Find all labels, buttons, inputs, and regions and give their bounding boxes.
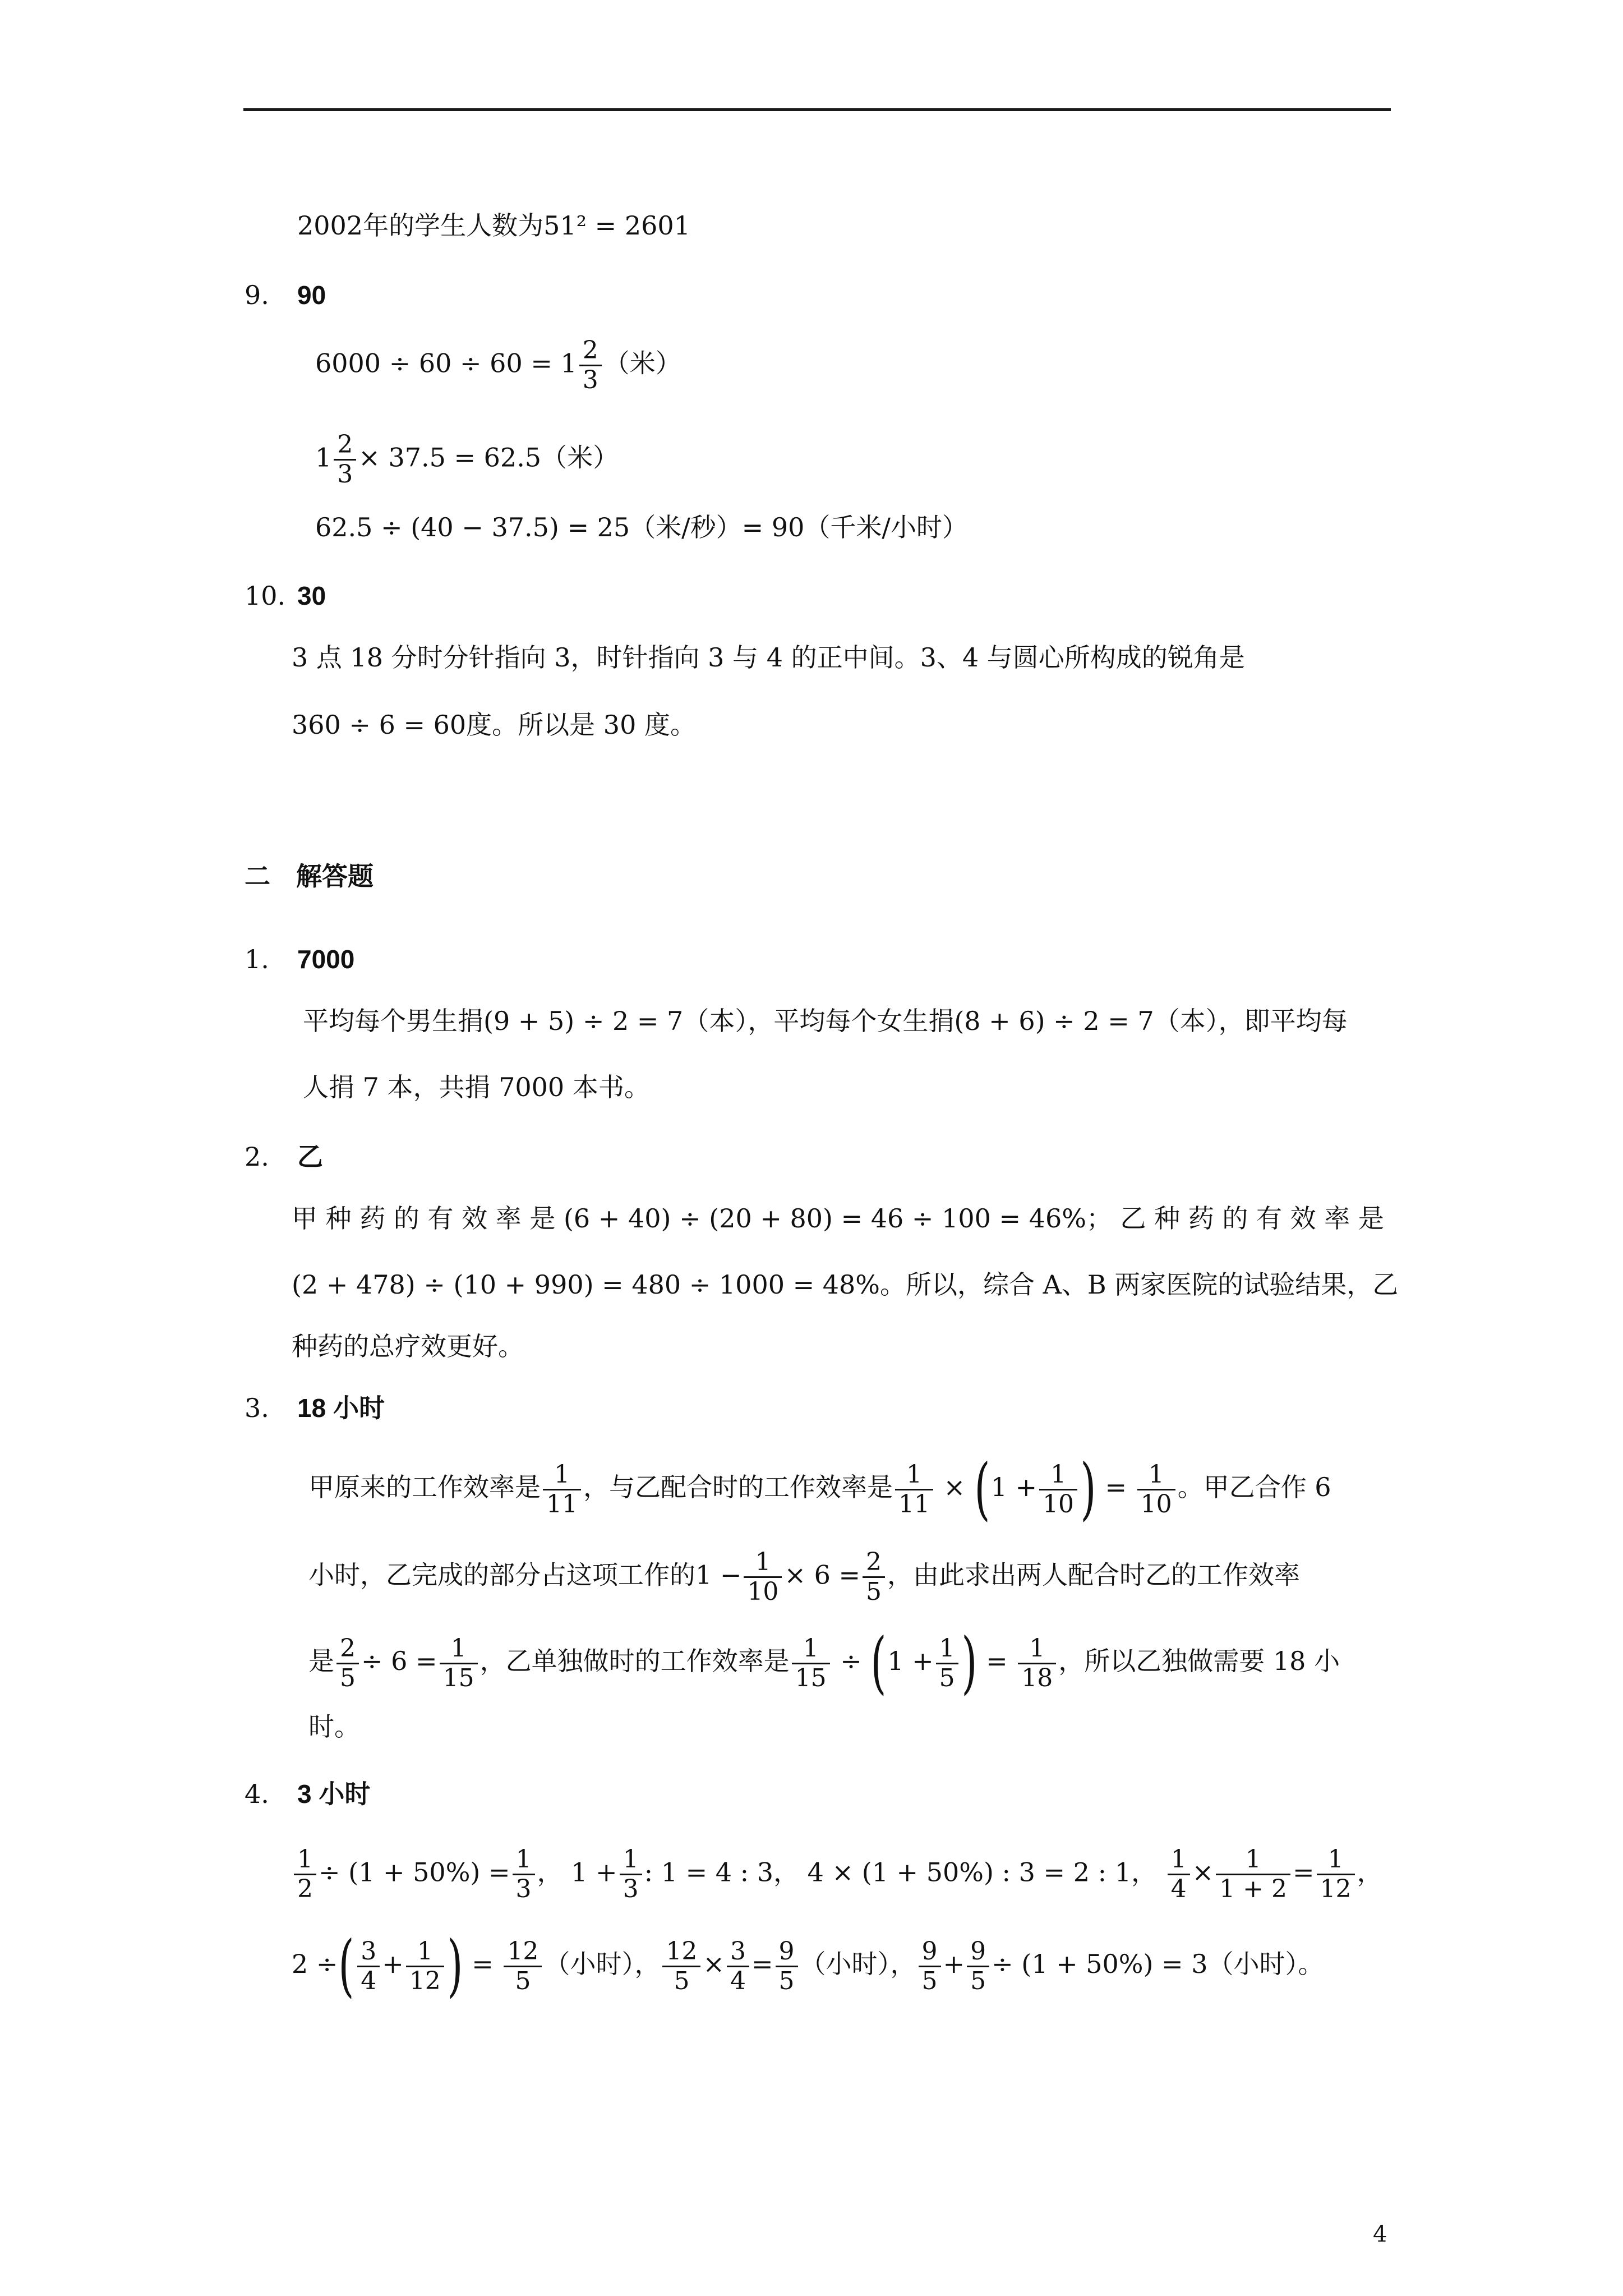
fraction-numerator: 9 — [967, 1938, 989, 1967]
equation-text: 2 ÷ — [292, 1949, 338, 1979]
paragraph-text: ，与乙配合时的工作效率是 — [583, 1472, 893, 1502]
unit-text: （米） — [603, 348, 681, 379]
fraction — [662, 1938, 700, 1995]
fraction — [744, 1548, 782, 1606]
fraction-numerator: 2 — [334, 431, 356, 461]
fraction-numerator: 2 — [863, 1548, 885, 1578]
paragraph-text: 3 点 18 分时分针指向 3，时针指向 3 与 4 的正中间。3、4 与圆心所构成的锐角是 — [292, 642, 1245, 673]
left-paren: ( — [974, 1450, 990, 1528]
fraction-denominator: 10 — [1140, 1489, 1172, 1519]
equation-text: 1 + — [990, 1472, 1038, 1502]
paragraph-text: 360 ÷ 6 = 60度。所以是 30 度。 — [292, 710, 696, 740]
equation-line — [292, 1846, 1383, 1903]
fraction-numerator: 1 — [406, 1938, 444, 1967]
paragraph-text: ，乙单独做时的工作效率是 — [479, 1646, 790, 1676]
fraction — [936, 1635, 958, 1692]
section-title — [245, 859, 374, 893]
fraction-numerator: 1 — [1039, 1461, 1077, 1490]
fraction-denominator: 1 + 2 — [1219, 1875, 1287, 1903]
fraction-denominator: 3 — [582, 366, 598, 394]
fraction — [967, 1938, 989, 1995]
operator: = — [1105, 1472, 1127, 1502]
fraction — [579, 337, 602, 394]
operator: × — [703, 1949, 725, 1979]
fraction-denominator: 4 — [1170, 1875, 1187, 1903]
paragraph-text: 平均每个男生捐(9 + 5) ÷ 2 = 7（本），平均每个女生捐(8 + 6) ÷ 2 = 7（本），即平均每 — [303, 1006, 1348, 1036]
question-answer: 18 小时 — [297, 1393, 385, 1423]
fraction-denominator: 5 — [921, 1966, 938, 1995]
equation-line — [308, 1450, 1331, 1528]
text-line — [308, 1710, 360, 1743]
fraction — [776, 1938, 798, 1995]
paragraph-text: ，所以乙独做需要 18 小 — [1058, 1646, 1340, 1676]
question-answer: 30 — [297, 581, 326, 610]
fraction-numerator: 9 — [776, 1938, 798, 1967]
unit-text: （小时）， — [800, 1949, 916, 1979]
fraction-numerator: 1 — [1317, 1846, 1355, 1875]
fraction — [357, 1938, 380, 1995]
fraction-denominator: 4 — [730, 1966, 746, 1995]
paragraph-text: 甲原来的工作效率是 — [308, 1472, 541, 1502]
fraction-numerator: 1 — [620, 1846, 642, 1875]
question-number: 4. — [245, 1779, 269, 1809]
fraction-denominator: 5 — [778, 1966, 795, 1995]
fraction — [543, 1461, 581, 1519]
paragraph-text: 是 — [308, 1646, 334, 1676]
equation-text: ， — [1357, 1857, 1383, 1888]
fraction-numerator: 1 — [294, 1846, 316, 1875]
page-number: 4 — [1373, 2221, 1387, 2247]
fraction-denominator: 5 — [970, 1966, 986, 1995]
question-answer: 90 — [297, 280, 326, 310]
fraction — [334, 431, 356, 489]
fraction-numerator: 12 — [662, 1938, 700, 1967]
operator: × — [1192, 1857, 1214, 1888]
question-answer: 乙 — [297, 1142, 323, 1171]
question-number: 3. — [245, 1393, 269, 1423]
equation-text: × 37.5 = 62.5（米） — [358, 442, 619, 473]
fraction-numerator: 1 — [895, 1461, 933, 1490]
fraction — [1137, 1461, 1175, 1519]
header-rule — [243, 108, 1391, 111]
operator: + — [382, 1949, 404, 1979]
fraction-denominator: 5 — [340, 1663, 356, 1692]
equation-text: 1 — [315, 442, 332, 473]
fraction-numerator: 1 — [513, 1846, 535, 1875]
fraction-numerator: 9 — [919, 1938, 941, 1967]
text-line — [292, 708, 696, 742]
right-paren: ) — [1080, 1450, 1096, 1528]
fraction-numerator: 2 — [579, 337, 602, 366]
fraction-denominator: 11 — [898, 1489, 930, 1519]
paragraph-text: 。甲乙合作 6 — [1177, 1472, 1331, 1502]
question-answer: 7000 — [297, 945, 355, 974]
fraction — [1039, 1461, 1077, 1519]
fraction — [1216, 1846, 1290, 1903]
fraction — [727, 1938, 749, 1995]
fraction — [792, 1635, 830, 1692]
operator: = — [472, 1949, 494, 1979]
paragraph-text: ，由此求出两人配合时乙的工作效率 — [887, 1559, 1301, 1590]
equation-line — [308, 1624, 1340, 1702]
fraction-denominator: 15 — [442, 1663, 474, 1692]
fraction-denominator: 4 — [361, 1966, 377, 1995]
operator: + — [943, 1949, 965, 1979]
equation-text: : 1 = 4 : 3， 4 × (1 + 50%) : 3 = 2 : 1， — [644, 1857, 1165, 1888]
equation-text: ÷ (1 + 50%) = — [319, 1857, 510, 1888]
fraction — [406, 1938, 444, 1995]
fraction-denominator: 15 — [795, 1663, 827, 1692]
operator: ÷ — [840, 1646, 862, 1676]
paragraph-text: 人捐 7 本，共捐 7000 本书。 — [303, 1072, 650, 1102]
unit-text: （小时）， — [544, 1949, 661, 1979]
operator: = — [751, 1949, 773, 1979]
fraction — [919, 1938, 941, 1995]
fraction-denominator: 5 — [866, 1577, 882, 1606]
fraction-numerator: 1 — [1216, 1846, 1290, 1875]
fraction-numerator: 1 — [543, 1461, 581, 1490]
fraction — [620, 1846, 642, 1903]
equation-text: 6000 ÷ 60 ÷ 60 = 1 — [315, 348, 577, 379]
student-count-line: 2002年的学生人数为51² = 2601 — [297, 210, 690, 241]
fraction-denominator: 3 — [623, 1875, 639, 1903]
equation-line — [308, 1548, 1300, 1606]
equation-text: 62.5 ÷ (40 − 37.5) = 25（米/秒）= 90（千米/小时） — [315, 512, 968, 542]
right-paren: ) — [447, 1927, 463, 2005]
equation-line — [315, 510, 968, 544]
fraction — [895, 1461, 933, 1519]
fraction — [294, 1846, 316, 1903]
fraction — [336, 1635, 359, 1692]
text-line — [303, 1070, 650, 1104]
fraction-numerator: 1 — [792, 1635, 830, 1664]
fraction-denominator: 18 — [1021, 1663, 1053, 1692]
left-paren: ( — [870, 1624, 887, 1702]
paragraph-text: 小时，乙完成的部分占这项工作的1 − — [308, 1559, 742, 1590]
fraction-numerator: 1 — [744, 1548, 782, 1578]
paragraph-text: 种药的总疗效更好。 — [292, 1331, 524, 1361]
equation-text: ÷ 6 = — [361, 1646, 437, 1676]
fraction — [1168, 1846, 1190, 1903]
question-answer: 3 小时 — [297, 1779, 371, 1809]
fraction-denominator: 5 — [939, 1663, 955, 1692]
fraction-numerator: 12 — [504, 1938, 542, 1967]
text-line — [303, 1004, 1348, 1038]
fraction — [504, 1938, 542, 1995]
operator: = — [1292, 1857, 1315, 1888]
text-line — [292, 1329, 524, 1363]
paragraph-text: 时。 — [308, 1711, 360, 1742]
fraction-denominator: 12 — [409, 1966, 441, 1995]
equation-line — [315, 431, 619, 489]
fraction-numerator: 1 — [1018, 1635, 1056, 1664]
text-line — [292, 1268, 1398, 1301]
fraction-numerator: 1 — [1137, 1461, 1175, 1490]
fraction-numerator: 1 — [936, 1635, 958, 1664]
fraction-numerator: 2 — [336, 1635, 359, 1664]
fraction-numerator: 3 — [357, 1938, 380, 1967]
paragraph-text: (2 + 478) ÷ (10 + 990) = 480 ÷ 1000 = 48%。所以，综合 A、B 两家医院的试验结果，乙 — [292, 1269, 1399, 1300]
operator: × — [943, 1472, 966, 1502]
fraction-denominator: 11 — [546, 1489, 578, 1519]
fraction-denominator: 10 — [747, 1577, 779, 1606]
fraction-denominator: 10 — [1043, 1489, 1075, 1519]
paragraph-text: 甲 种 药 的 有 效 率 是 (6 + 40) ÷ (20 + 80) = 46 ÷ 100 = 46%； 乙 种 药 的 有 效 率 是 — [292, 1203, 1384, 1234]
question-number: 9. — [245, 280, 269, 310]
left-paren: ( — [338, 1927, 354, 2005]
fraction-denominator: 12 — [1320, 1875, 1352, 1903]
fraction — [863, 1548, 885, 1606]
fraction — [513, 1846, 535, 1903]
section-title-text: 二 解答题 — [245, 861, 374, 891]
question-number: 10. — [245, 581, 286, 611]
equation-line — [315, 337, 681, 394]
fraction-denominator: 2 — [297, 1875, 313, 1903]
question-number: 1. — [245, 944, 269, 974]
fraction-denominator: 3 — [337, 460, 353, 489]
fraction — [1018, 1635, 1056, 1692]
equation-text: 1 + — [887, 1646, 934, 1676]
fraction-denominator: 5 — [515, 1966, 531, 1995]
question-number: 2. — [245, 1142, 269, 1172]
fraction-denominator: 5 — [674, 1966, 690, 1995]
fraction-numerator: 1 — [1168, 1846, 1190, 1875]
fraction-numerator: 3 — [727, 1938, 749, 1967]
text-line — [292, 641, 1245, 674]
equation-text: ÷ (1 + 50%) = 3（小时）。 — [992, 1949, 1324, 1979]
text-line — [292, 1202, 1384, 1235]
text-line — [297, 209, 690, 242]
right-paren: ) — [961, 1624, 978, 1702]
fraction-numerator: 1 — [440, 1635, 478, 1664]
operator: = — [986, 1646, 1008, 1676]
fraction — [1317, 1846, 1355, 1903]
fraction — [440, 1635, 478, 1692]
equation-line — [292, 1927, 1324, 2005]
equation-text: × 6 = — [784, 1559, 861, 1590]
equation-text: ， 1 + — [537, 1857, 617, 1888]
fraction-denominator: 3 — [515, 1875, 532, 1903]
